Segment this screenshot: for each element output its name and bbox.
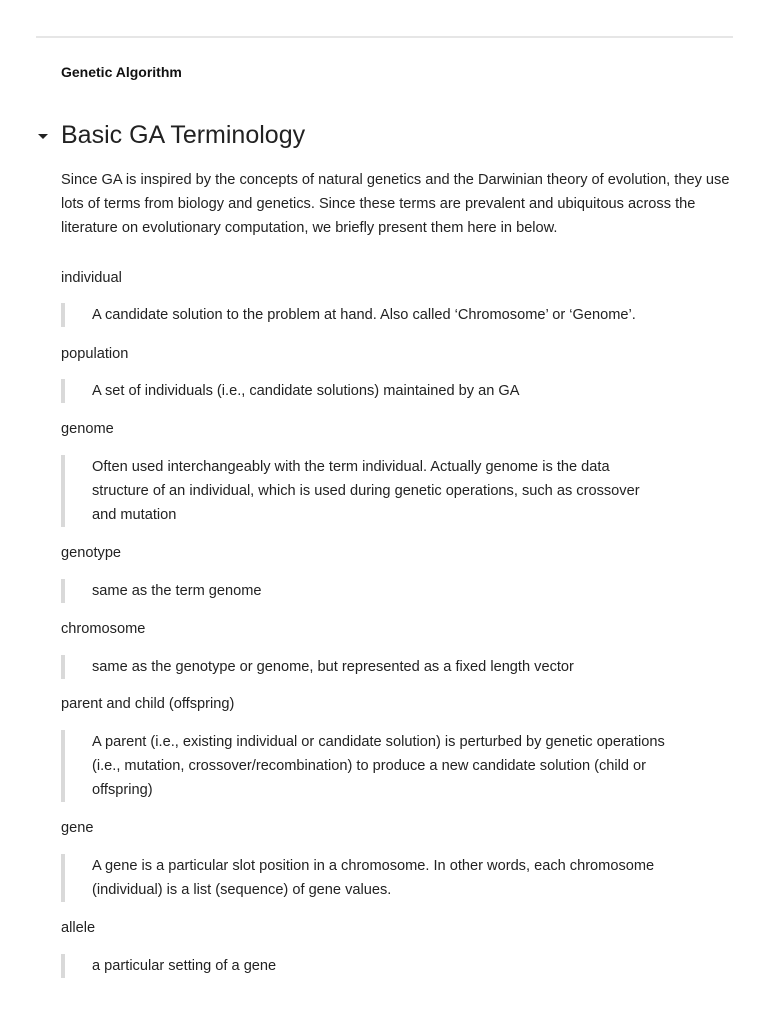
section-header[interactable] — [38, 119, 305, 151]
definition-population: A set of individuals (i.e., candidate solutions) maintained by an GA — [61, 379, 667, 403]
document-title: Genetic Algorithm — [61, 64, 182, 80]
definition-parent-and-child: A parent (i.e., existing individual or candidate solution) is perturbed by genetic operations (i.e., mutation, crossover/recombination) to produce a new candidate solution (child or offspring) — [61, 730, 667, 802]
definition-genotype: same as the term genome — [61, 579, 667, 603]
top-divider — [36, 36, 733, 38]
term-allele: allele — [61, 920, 96, 936]
definition-genome: Often used interchangeably with the term individual. Actually genome is the data structure of an individual, which is used during genetic operations, such as crossover and mutation — [61, 455, 667, 527]
collapse-caret-icon[interactable] — [38, 134, 48, 139]
term-population: population — [61, 346, 129, 362]
definition-chromosome: same as the genotype or genome, but represented as a fixed length vector — [61, 655, 667, 679]
term-chromosome: chromosome — [61, 621, 146, 637]
section-intro: Since GA is inspired by the concepts of natural genetics and the Darwinian theory of evolution, they use lots of terms from biology and genetics. Since these terms are prevalent and ubiquitous across the literature on evolutionary computation, we briefly present them here in below. — [61, 172, 730, 236]
term-genotype: genotype — [61, 545, 122, 561]
definition-gene: A gene is a particular slot position in a chromosome. In other words, each chromosome (individual) is a list (sequence) of gene values. — [61, 854, 667, 902]
definition-individual: A candidate solution to the problem at hand. Also called ‘Chromosome’ or ‘Genome’. — [61, 303, 667, 327]
term-parent-and-child: parent and child (offspring) — [61, 696, 235, 712]
term-gene: gene — [61, 820, 94, 836]
definition-allele: a particular setting of a gene — [61, 954, 667, 978]
section-title: Basic GA Terminology — [61, 121, 306, 149]
term-genome: genome — [61, 421, 114, 437]
term-individual: individual — [61, 270, 122, 286]
